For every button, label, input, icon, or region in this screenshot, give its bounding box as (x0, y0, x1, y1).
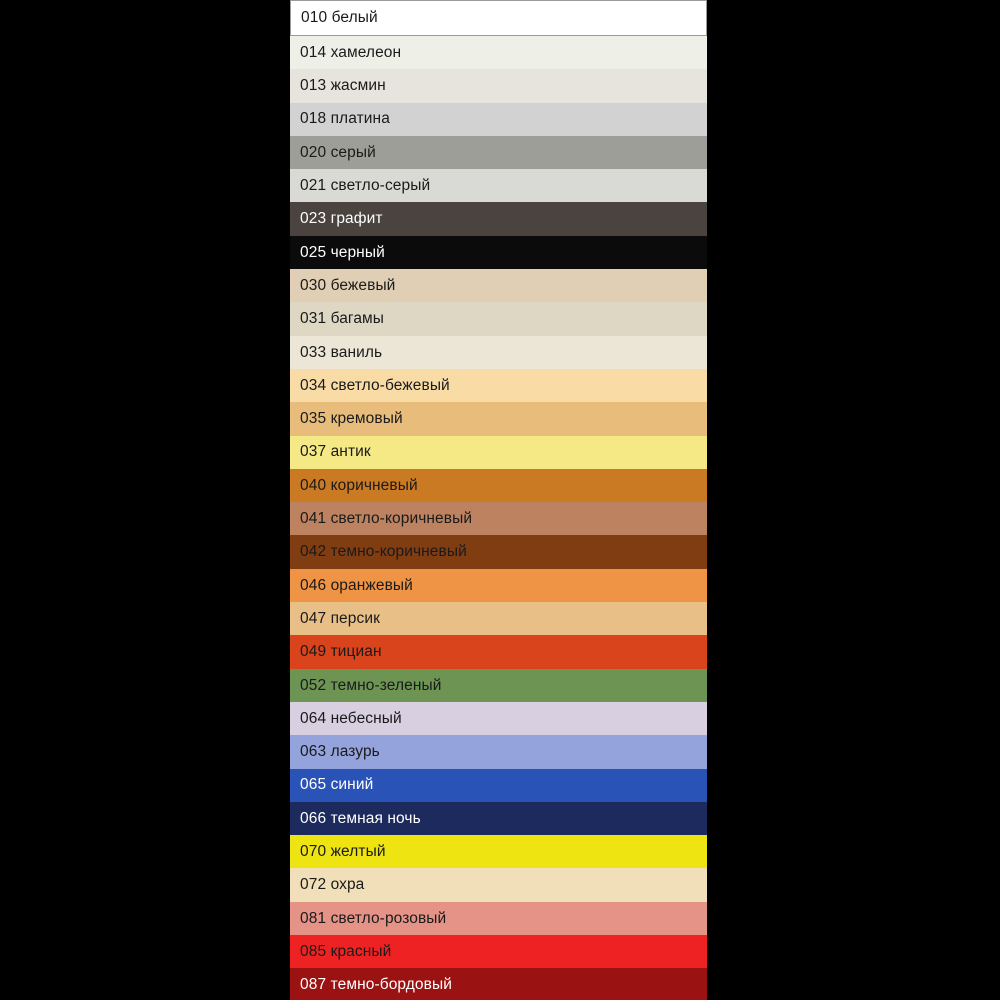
color-row[interactable] (290, 635, 707, 668)
color-row-label: 087 темно-бордовый (300, 976, 452, 994)
color-row[interactable] (290, 702, 707, 735)
color-row[interactable] (290, 469, 707, 502)
color-row[interactable] (290, 835, 707, 868)
color-row[interactable] (290, 36, 707, 69)
color-row-label: 064 небесный (300, 709, 402, 727)
color-row-label: 052 темно-зеленый (300, 676, 442, 694)
color-row-label: 072 охра (300, 876, 365, 894)
color-row[interactable] (290, 935, 707, 968)
color-row[interactable] (290, 0, 707, 36)
color-row[interactable] (290, 402, 707, 435)
color-row-label: 047 персик (300, 609, 380, 627)
color-row[interactable] (290, 369, 707, 402)
color-row[interactable] (290, 669, 707, 702)
color-row-label: 081 светло-розовый (300, 909, 447, 927)
color-row[interactable] (290, 535, 707, 568)
color-row[interactable] (290, 902, 707, 935)
color-row-label: 014 хамелеон (300, 43, 402, 61)
color-row-label: 013 жасмин (300, 77, 386, 95)
color-row-label: 037 антик (300, 443, 371, 461)
color-row[interactable] (290, 569, 707, 602)
color-row[interactable] (290, 69, 707, 102)
color-row[interactable] (290, 169, 707, 202)
color-row-label: 065 синий (300, 776, 374, 794)
color-row-label: 010 белый (301, 9, 378, 27)
color-row-label: 031 багамы (300, 310, 385, 328)
color-row[interactable] (290, 868, 707, 901)
color-row-label: 042 темно-коричневый (300, 543, 467, 561)
color-row[interactable] (290, 602, 707, 635)
color-row-label: 033 ваниль (300, 343, 383, 361)
color-row-label: 035 кремовый (300, 410, 403, 428)
color-row[interactable] (290, 336, 707, 369)
color-row[interactable] (290, 735, 707, 768)
color-row[interactable] (290, 136, 707, 169)
color-row[interactable] (290, 103, 707, 136)
color-row-label: 025 черный (300, 243, 385, 261)
color-row-label: 020 серый (300, 143, 376, 161)
color-row-label: 063 лазурь (300, 743, 380, 761)
color-row[interactable] (290, 302, 707, 335)
color-row-label: 021 светло-серый (300, 177, 431, 195)
color-row[interactable] (290, 236, 707, 269)
color-row-label: 085 красный (300, 942, 392, 960)
color-row[interactable] (290, 269, 707, 302)
color-row-label: 070 желтый (300, 843, 386, 861)
color-row-label: 046 оранжевый (300, 576, 413, 594)
color-row-label: 018 платина (300, 110, 390, 128)
color-swatch-list[interactable] (290, 0, 707, 1000)
color-row-label: 034 светло-бежевый (300, 376, 450, 394)
color-row-label: 066 темная ночь (300, 809, 421, 827)
color-row-label: 049 тициан (300, 643, 382, 661)
color-row-label: 023 графит (300, 210, 383, 228)
color-row-label: 030 бежевый (300, 276, 396, 294)
color-row[interactable] (290, 202, 707, 235)
color-row[interactable] (290, 802, 707, 835)
color-row[interactable] (290, 968, 707, 1000)
color-row[interactable] (290, 436, 707, 469)
color-row-label: 040 коричневый (300, 476, 418, 494)
color-row[interactable] (290, 502, 707, 535)
color-row[interactable] (290, 769, 707, 802)
color-row-label: 041 светло-коричневый (300, 510, 473, 528)
